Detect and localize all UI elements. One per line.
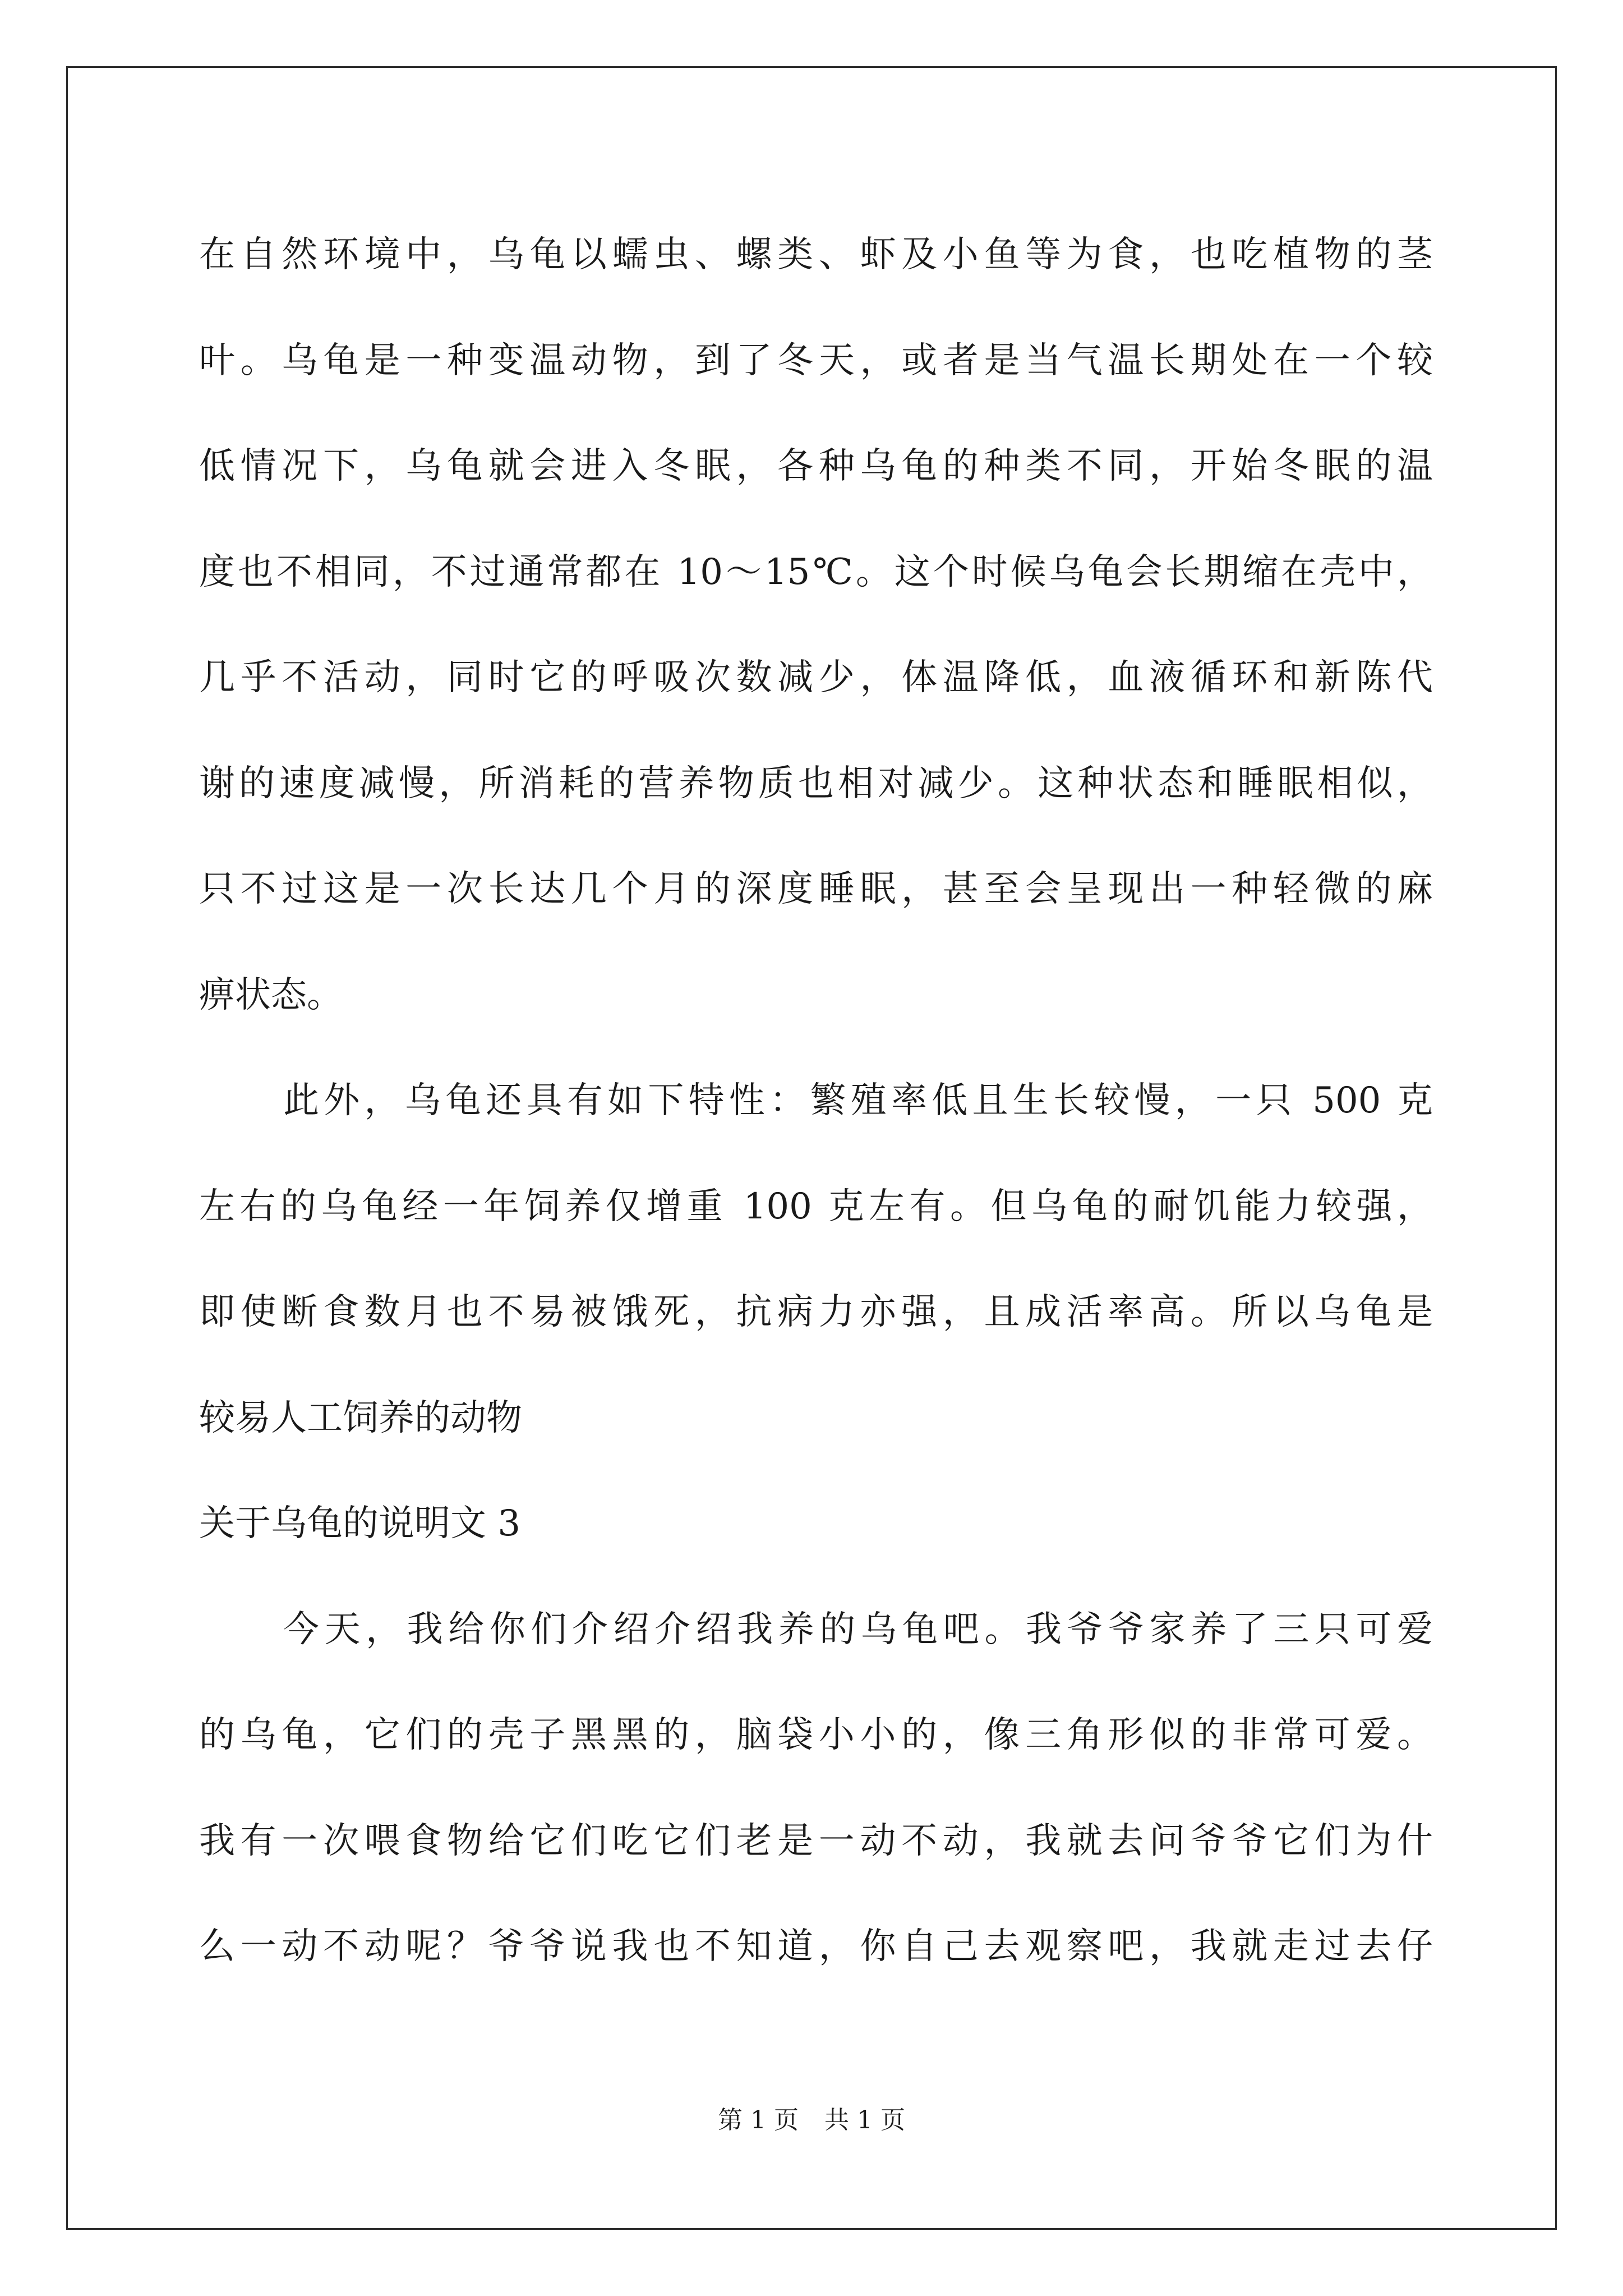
page-total: 共 1 页 [824, 2106, 905, 2134]
text-line: 只不过这是一次长达几个月的深度睡眠，甚至会呈现出一种轻微的麻 [199, 868, 1433, 910]
text-line: 较易人工饲养的动物 [199, 1397, 522, 1439]
text-line: 今天，我给你们介绍介绍我养的乌龟吧。我爷爷家养了三只可爱 [283, 1608, 1433, 1650]
text-line: 关于乌龟的说明文 3 [199, 1503, 521, 1544]
text-line: 叶。乌龟是一种变温动物，到了冬天，或者是当气温长期处在一个较 [199, 339, 1433, 381]
text-line: 我有一次喂食物给它们吃它们老是一动不动，我就去问爷爷它们为什 [199, 1820, 1433, 1862]
text-line: 度也不相同，不过通常都在 10～15℃。这个时候乌龟会长期缩在壳中， [199, 551, 1433, 593]
text-line: 在自然环境中，乌龟以蠕虫、螺类、虾及小鱼等为食，也吃植物的茎 [199, 234, 1433, 275]
text-line: 左右的乌龟经一年饲养仅增重 100 克左有。但乌龟的耐饥能力较强， [199, 1185, 1433, 1227]
page-footer [0, 2104, 1623, 2137]
text-line: 谢的速度减慢，所消耗的营养物质也相对减少。这种状态和睡眠相似， [199, 762, 1433, 804]
text-line: 痹状态。 [199, 974, 343, 1016]
text-line: 此外，乌龟还具有如下特性：繁殖率低且生长较慢，一只 500 克 [283, 1080, 1433, 1121]
text-line: 么一动不动呢？爷爷说我也不知道，你自己去观察吧，我就走过去仔 [199, 1926, 1433, 1967]
text-line: 即使断食数月也不易被饿死，抗病力亦强，且成活率高。所以乌龟是 [199, 1291, 1433, 1333]
text-line: 低情况下，乌龟就会进入冬眠，各种乌龟的种类不同，开始冬眠的温 [199, 445, 1433, 487]
page-number: 第 1 页 [718, 2106, 799, 2134]
document-body [199, 202, 1433, 2000]
text-line: 几乎不活动，同时它的呼吸次数减少，体温降低，血液循环和新陈代 [199, 657, 1433, 698]
text-line: 的乌龟，它们的壳子黑黑的，脑袋小小的，像三角形似的非常可爱。 [199, 1714, 1433, 1756]
